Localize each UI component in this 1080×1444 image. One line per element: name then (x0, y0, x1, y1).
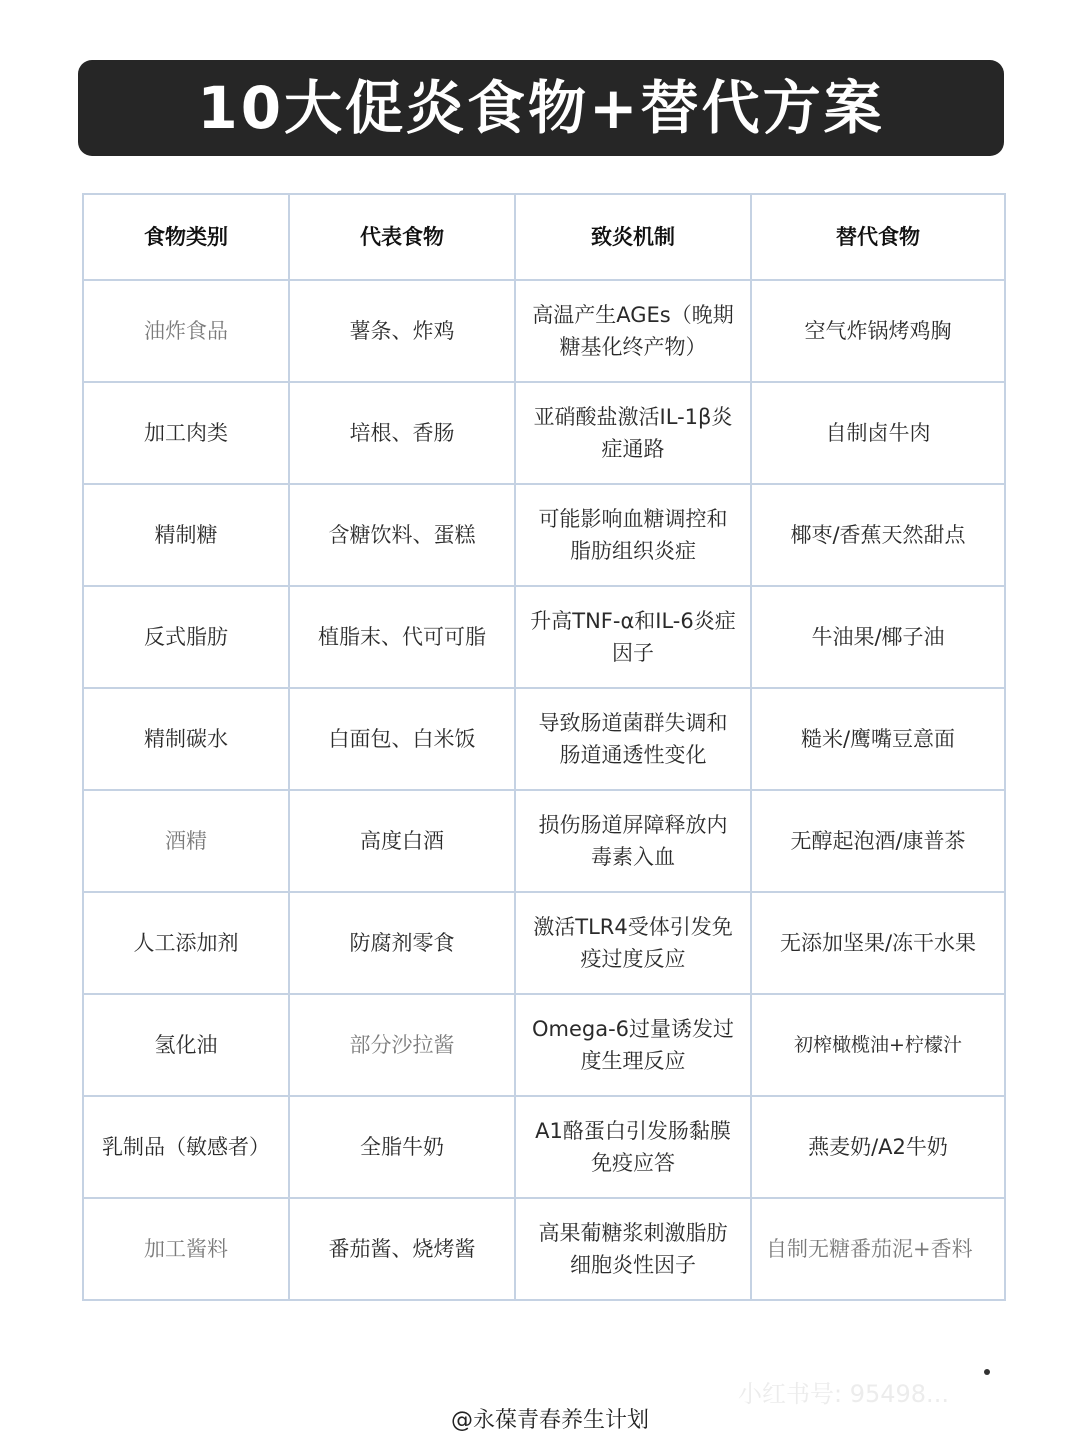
header-representative: 代表食物 (289, 194, 515, 280)
cell-representative: 培根、香肠 (289, 382, 515, 484)
author-credit: @永葆青春养生计划 (450, 1408, 649, 1433)
title-banner (78, 60, 1004, 156)
table-row (83, 586, 1005, 688)
cell-mechanism: Omega-6过量诱发过度生理反应 (515, 994, 751, 1096)
cell-alternative: 燕麦奶/A2牛奶 (751, 1096, 1005, 1198)
table-row (83, 994, 1005, 1096)
decorative-dot (984, 1369, 990, 1375)
cell-representative: 全脂牛奶 (289, 1096, 515, 1198)
cell-representative: 高度白酒 (289, 790, 515, 892)
cell-mechanism: 损伤肠道屏障释放内毒素入血 (515, 790, 751, 892)
cell-category: 加工肉类 (83, 382, 289, 484)
cell-alternative: 空气炸锅烤鸡胸 (751, 280, 1005, 382)
cell-category: 氢化油 (83, 994, 289, 1096)
cell-category: 酒精 (83, 790, 289, 892)
cell-alternative: 椰枣/香蕉天然甜点 (751, 484, 1005, 586)
table-header-row (83, 194, 1005, 280)
header-category: 食物类别 (83, 194, 289, 280)
cell-category: 人工添加剂 (83, 892, 289, 994)
table-row (83, 382, 1005, 484)
cell-mechanism: 激活TLR4受体引发免疫过度反应 (515, 892, 751, 994)
table-row (83, 1198, 1005, 1300)
cell-alternative: 自制卤牛肉 (751, 382, 1005, 484)
cell-mechanism: 高果葡糖浆刺激脂肪细胞炎性因子 (515, 1198, 751, 1300)
cell-category: 加工酱料 (83, 1198, 289, 1300)
cell-alternative: 糙米/鹰嘴豆意面 (751, 688, 1005, 790)
table-row (83, 1096, 1005, 1198)
header-mechanism: 致炎机制 (515, 194, 751, 280)
cell-representative: 防腐剂零食 (289, 892, 515, 994)
cell-representative: 部分沙拉酱 (289, 994, 515, 1096)
table-row (83, 790, 1005, 892)
header-alternative: 替代食物 (751, 194, 1005, 280)
cell-category: 反式脂肪 (83, 586, 289, 688)
table-row (83, 280, 1005, 382)
cell-alternative: 初榨橄榄油+柠檬汁 (751, 994, 1005, 1096)
cell-mechanism: 高温产生AGEs（晚期糖基化终产物） (515, 280, 751, 382)
cell-representative: 番茄酱、烧烤酱 (289, 1198, 515, 1300)
page-title: 10大促炎食物+替代方案 (197, 74, 885, 142)
food-table (82, 193, 1006, 1301)
table-row (83, 892, 1005, 994)
cell-category: 乳制品（敏感者） (83, 1096, 289, 1198)
cell-mechanism: A1酪蛋白引发肠黏膜免疫应答 (515, 1096, 751, 1198)
cell-mechanism: 亚硝酸盐激活IL-1β炎症通路 (515, 382, 751, 484)
table-row (83, 484, 1005, 586)
cell-category: 油炸食品 (83, 280, 289, 382)
cell-representative: 白面包、白米饭 (289, 688, 515, 790)
cell-category: 精制碳水 (83, 688, 289, 790)
cell-representative: 植脂末、代可可脂 (289, 586, 515, 688)
cell-representative: 薯条、炸鸡 (289, 280, 515, 382)
watermark: 小红书号: 95498... (738, 1380, 949, 1408)
cell-category: 精制糖 (83, 484, 289, 586)
cell-alternative: 自制无糖番茄泥+香料 (751, 1198, 1005, 1300)
cell-mechanism: 可能影响血糖调控和脂肪组织炎症 (515, 484, 751, 586)
table-row (83, 688, 1005, 790)
cell-mechanism: 升高TNF-α和IL-6炎症因子 (515, 586, 751, 688)
cell-alternative: 无醇起泡酒/康普茶 (751, 790, 1005, 892)
cell-alternative: 牛油果/椰子油 (751, 586, 1005, 688)
cell-mechanism: 导致肠道菌群失调和肠道通透性变化 (515, 688, 751, 790)
cell-representative: 含糖饮料、蛋糕 (289, 484, 515, 586)
cell-alternative: 无添加坚果/冻干水果 (751, 892, 1005, 994)
